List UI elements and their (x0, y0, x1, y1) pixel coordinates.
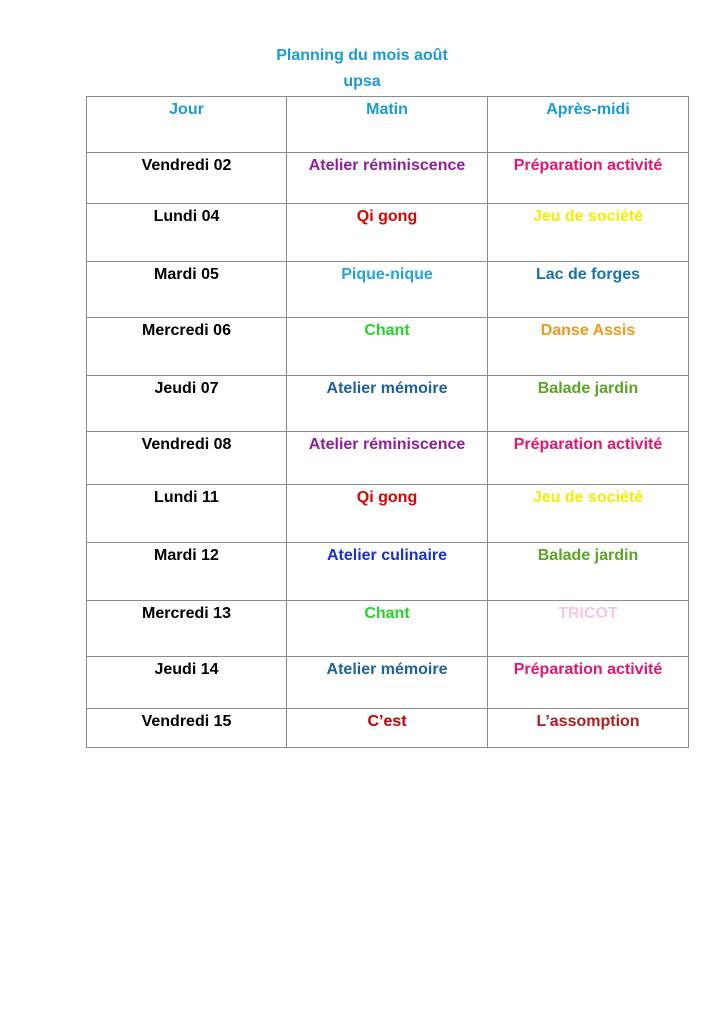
table-row (87, 204, 689, 262)
table-row (87, 432, 689, 485)
page-subtitle: upsa (343, 73, 381, 90)
afternoon-activity-cell: Préparation activité (488, 657, 689, 709)
table-row (87, 153, 689, 204)
morning-activity-cell: C’est (287, 709, 488, 748)
day-cell: Jeudi 07 (87, 376, 287, 432)
morning-activity-cell: Atelier mémoire (287, 376, 488, 432)
afternoon-activity-cell: Lac de forges (488, 262, 689, 318)
morning-activity-cell: Atelier réminiscence (287, 153, 488, 204)
afternoon-activity-cell: TRICOT (488, 601, 689, 657)
day-cell: Mercredi 06 (87, 318, 287, 376)
morning-activity-cell: Chant (287, 318, 488, 376)
afternoon-activity-cell: Balade jardin (488, 543, 689, 601)
table-header-row (87, 97, 689, 153)
afternoon-activity-cell: Préparation activité (488, 153, 689, 204)
schedule-table (86, 96, 689, 748)
page-title: Planning du mois août (276, 47, 448, 64)
afternoon-activity-cell: Préparation activité (488, 432, 689, 485)
table-row (87, 601, 689, 657)
table-row (87, 543, 689, 601)
day-cell: Vendredi 15 (87, 709, 287, 748)
afternoon-activity-cell: Jeu de société (488, 485, 689, 543)
table-row (87, 485, 689, 543)
afternoon-activity-cell: Jeu de société (488, 204, 689, 262)
morning-activity-cell: Atelier mémoire (287, 657, 488, 709)
table-row (87, 318, 689, 376)
day-cell: Lundi 04 (87, 204, 287, 262)
table-row (87, 262, 689, 318)
afternoon-activity-cell: Danse Assis (488, 318, 689, 376)
column-header-afternoon: Après-midi (488, 97, 689, 153)
morning-activity-cell: Chant (287, 601, 488, 657)
day-cell: Vendredi 08 (87, 432, 287, 485)
day-cell: Mardi 05 (87, 262, 287, 318)
afternoon-activity-cell: Balade jardin (488, 376, 689, 432)
morning-activity-cell: Pique-nique (287, 262, 488, 318)
morning-activity-cell: Qi gong (287, 204, 488, 262)
day-cell: Vendredi 02 (87, 153, 287, 204)
morning-activity-cell: Atelier culinaire (287, 543, 488, 601)
table-row (87, 657, 689, 709)
column-header-day: Jour (87, 97, 287, 153)
day-cell: Mercredi 13 (87, 601, 287, 657)
column-header-morning: Matin (287, 97, 488, 153)
day-cell: Mardi 12 (87, 543, 287, 601)
table-row (87, 709, 689, 748)
day-cell: Lundi 11 (87, 485, 287, 543)
morning-activity-cell: Qi gong (287, 485, 488, 543)
afternoon-activity-cell: L’assomption (488, 709, 689, 748)
table-row (87, 376, 689, 432)
morning-activity-cell: Atelier réminiscence (287, 432, 488, 485)
day-cell: Jeudi 14 (87, 657, 287, 709)
